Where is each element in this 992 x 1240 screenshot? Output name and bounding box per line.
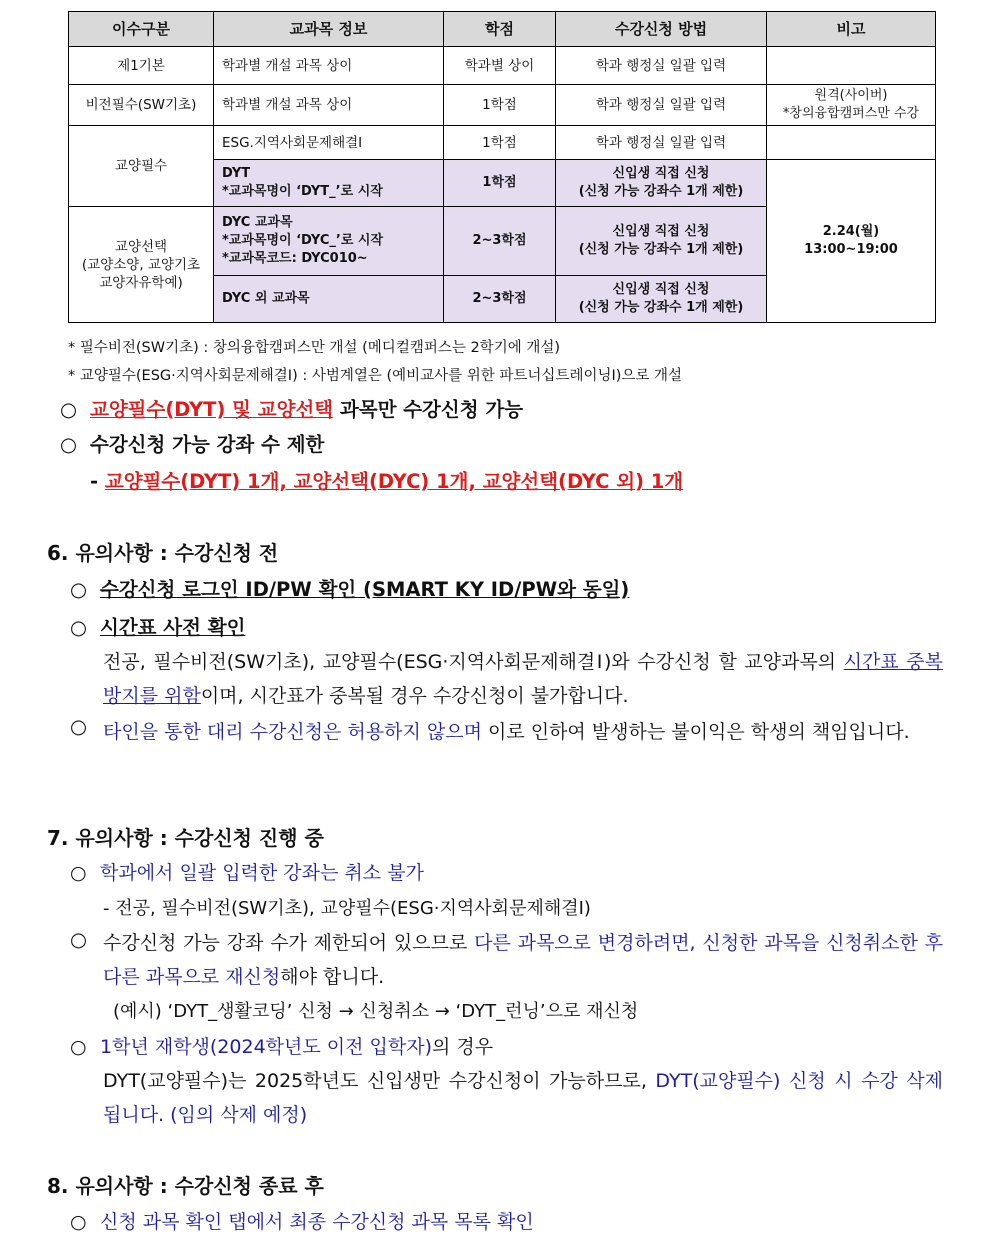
para-text: 해야 합니다. <box>280 966 385 988</box>
timetable-check-text: 시간표 사전 확인 <box>100 616 246 639</box>
cell-method <box>556 207 767 276</box>
cell-method <box>556 276 767 323</box>
cell-category <box>69 207 214 323</box>
header-credit: 학점 <box>444 12 556 47</box>
schedule-date: 2.24(월) <box>822 224 880 239</box>
section-7-bullet-2 <box>103 926 943 994</box>
cell-method: 학과 행정실 일괄 입력 <box>556 47 767 85</box>
info-line: DYC 교과목 <box>222 215 293 230</box>
final-check-text: 신청 과목 확인 탭에서 최종 수강신청 과목 목록 확인 <box>100 1211 534 1233</box>
cell-method: 학과 행정실 일괄 입력 <box>556 85 767 126</box>
info-line: *교과목명이 ‘DYC_’로 시작 <box>222 233 384 248</box>
section-7-bullet-3 <box>70 1032 493 1059</box>
category-line: 교양선택 <box>114 238 168 255</box>
cell-method: 학과 행정실 일괄 입력 <box>556 126 767 160</box>
section-6-bullet-1 <box>70 574 629 602</box>
method-line: (신청 가능 강좌수 1개 제한) <box>578 184 744 199</box>
section-6-bullet-2 <box>70 612 245 640</box>
cell-credit: 2~3학점 <box>444 276 556 323</box>
para-blue-text: 시간표 중복 방지를 위함 <box>103 651 943 707</box>
cell-method <box>556 160 767 207</box>
section-7-bullet-2-icon <box>70 928 87 951</box>
section-7-heading: 7. 유의사항 : 수강신청 진행 중 <box>47 826 324 850</box>
method-line: 신입생 직접 신청 <box>612 224 710 239</box>
section-8-heading: 8. 유의사항 : 수강신청 종료 후 <box>47 1174 324 1198</box>
para-text: 이로 인하여 발생하는 불이익은 학생의 책임입니다. <box>481 721 910 743</box>
cell-credit: 2~3학점 <box>444 207 556 276</box>
info-line: *교과목명이 ‘DYT_’로 시작 <box>222 184 383 199</box>
para-blue-text: DYT(교양필수) 신청 시 수강 삭제 됩니다. (임의 삭제 예정) <box>103 1070 943 1126</box>
para-text: 의 경우 <box>432 1036 494 1058</box>
section-7-example: (예시) ‘DYT_생활코딩’ 신청 → 신청취소 → ‘DYT_런닝’으로 재신청 <box>113 1001 639 1022</box>
para-blue-text: 다른 과목으로 변경하려면, 신청한 과목을 신청취소한 후 다른 과목으로 재신청 <box>103 932 943 988</box>
summary-text: 수강신청 가능 강좌 수 제한 <box>90 433 325 456</box>
no-cancel-text: 학과에서 일괄 입력한 강좌는 취소 불가 <box>100 862 424 884</box>
section-7-sub-list: - 전공, 필수비전(SW기초), 교양필수(ESG·지역사회문제해결Ⅰ) <box>103 898 591 919</box>
schedule-time: 13:00~19:00 <box>804 242 898 257</box>
table-row <box>69 126 936 160</box>
method-line: 신입생 직접 신청 <box>612 166 710 181</box>
summary-text: 과목만 수강신청 가능 <box>333 398 524 421</box>
para-text: 수강신청 가능 강좌 수가 제한되어 있으므로 <box>103 932 475 954</box>
section-8-bullet-1 <box>70 1207 534 1234</box>
cell-info: DYC 외 교과목 <box>214 276 444 323</box>
cell-remarks <box>767 126 936 160</box>
circle-bullet-icon: ○ <box>70 616 88 639</box>
method-line: (신청 가능 강좌수 1개 제한) <box>578 300 744 315</box>
cell-category: 교양필수 <box>69 126 214 207</box>
method-line: 신입생 직접 신청 <box>612 282 710 297</box>
header-course-info: 교과목 정보 <box>214 12 444 47</box>
summary-line-2 <box>60 429 324 457</box>
cell-info <box>214 207 444 276</box>
header-method: 수강신청 방법 <box>556 12 767 47</box>
method-line: (신청 가능 강좌수 1개 제한) <box>578 242 744 257</box>
cell-credit: 1학점 <box>444 160 556 207</box>
circle-bullet-icon: ○ <box>70 715 88 738</box>
cell-category: 제1기본 <box>69 47 214 85</box>
circle-bullet-icon: ○ <box>70 1211 87 1233</box>
category-line: 교양자유학예) <box>99 274 183 291</box>
category-line: (교양소양, 교양기초 <box>81 256 201 273</box>
section-6-paragraph <box>103 645 943 713</box>
section-6-heading: 6. 유의사항 : 수강신청 전 <box>47 541 279 565</box>
section-6-bullet-3 <box>103 715 943 749</box>
table-header-row <box>69 12 936 47</box>
circle-bullet-icon: ○ <box>60 398 78 421</box>
circle-bullet-icon: ○ <box>70 578 88 601</box>
summary-line-3 <box>90 466 683 494</box>
summary-line-1 <box>60 394 523 422</box>
table-row <box>69 85 936 126</box>
cell-info: 학과별 개설 과목 상이 <box>214 85 444 126</box>
remarks-line: 원격(사이버) <box>814 88 888 103</box>
para-text: 전공, 필수비전(SW기초), 교양필수(ESG·지역사회문제해결Ⅰ)와 수강신청 할 교양과목의 <box>103 651 844 673</box>
section-6-bullet-3-icon <box>70 715 87 738</box>
first-year-text: 1학년 재학생(2024학년도 이전 입학자) <box>100 1036 432 1058</box>
info-line: DYT <box>222 166 251 181</box>
summary-red-limit: 교양필수(DYT) 1개, 교양선택(DYC) 1개, 교양선택(DYC 외) 1개 <box>104 470 684 493</box>
footnote-sw: * 필수비전(SW기초) : 창의융합캠퍼스만 개설 (메디컬캠퍼스는 2학기에 개설) <box>68 340 560 356</box>
circle-bullet-icon: ○ <box>60 433 78 456</box>
remarks-line: *창의융합캠퍼스만 수강 <box>782 106 920 121</box>
circle-bullet-icon: ○ <box>70 928 88 951</box>
section-7-paragraph <box>103 1064 943 1132</box>
info-line: *교과목코드: DYC010~ <box>222 251 368 266</box>
table-row <box>69 47 936 85</box>
section-7-bullet-1 <box>70 858 424 885</box>
circle-bullet-icon: ○ <box>70 1036 87 1058</box>
cell-credit: 1학점 <box>444 85 556 126</box>
cell-credit: 학과별 상이 <box>444 47 556 85</box>
para-text: 이며, 시간표가 중복될 경우 수강신청이 불가합니다. <box>200 685 629 707</box>
login-check-text: 수강신청 로그인 ID/PW 확인 (SMART KY ID/PW와 동일) <box>100 578 630 601</box>
cell-info: 학과별 개설 과목 상이 <box>214 47 444 85</box>
cell-info <box>214 160 444 207</box>
cell-credit: 1학점 <box>444 126 556 160</box>
cell-remarks <box>767 47 936 85</box>
cell-info: ESG.지역사회문제해결Ⅰ <box>214 126 444 160</box>
cell-category: 비전필수(SW기초) <box>69 85 214 126</box>
footnote-esg: * 교양필수(ESG·지역사회문제해결Ⅰ) : 사범계열은 (예비교사를 위한 파트너십트레이닝Ⅰ)으로 개설 <box>68 368 683 384</box>
header-remarks: 비고 <box>767 12 936 47</box>
circle-bullet-icon: ○ <box>70 862 87 884</box>
summary-dash: - <box>90 470 105 493</box>
para-blue-text: 타인을 통한 대리 수강신청은 허용하지 않으며 <box>103 721 482 743</box>
registration-table <box>68 11 936 323</box>
summary-red-text: 교양필수(DYT) 및 교양선택 <box>90 398 334 421</box>
cell-remarks <box>767 85 936 126</box>
header-category: 이수구분 <box>69 12 214 47</box>
para-text: DYT(교양필수)는 2025학년도 신입생만 수강신청이 가능하므로, <box>103 1070 656 1092</box>
cell-remarks-schedule <box>767 160 936 323</box>
